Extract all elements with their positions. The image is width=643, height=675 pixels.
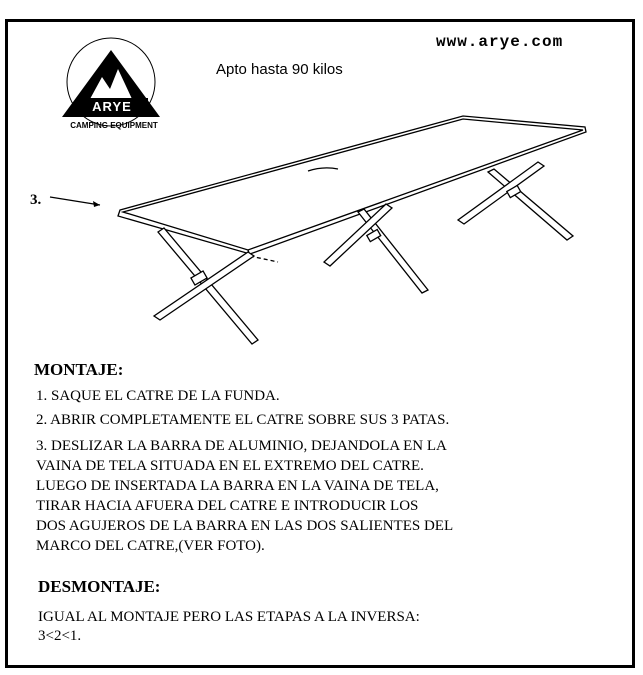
assembly-step-2: 2. ABRIR COMPLETAMENTE EL CATRE SOBRE SUS 3 PATAS. [36, 412, 450, 428]
assembly-step-3-cont: VAINA DE TELA SITUADA EN EL EXTREMO DEL CATRE. [36, 458, 424, 474]
cot-illustration [68, 112, 598, 362]
callout-label: 3. [30, 192, 42, 208]
document-frame [5, 19, 635, 668]
assembly-step-3: 3. DESLIZAR LA BARRA DE ALUMINIO, DEJANDOLA EN LA [36, 438, 447, 454]
assembly-step-3-cont: MARCO DEL CATRE,(VER FOTO). [36, 538, 265, 554]
assembly-step-3-cont: TIRAR HACIA AFUERA DEL CATRE E INTRODUCIR LOS [36, 498, 419, 514]
assembly-step-3-cont: DOS AGUJEROS DE LA BARRA EN LAS DOS SALIENTES DEL [36, 518, 454, 534]
disassembly-heading: DESMONTAJE: [38, 577, 161, 596]
assembly-heading: MONTAJE: [34, 360, 124, 379]
assembly-step-1: 1. SAQUE EL CATRE DE LA FUNDA. [36, 388, 280, 404]
assembly-step-3-cont: LUEGO DE INSERTADA LA BARRA EN LA VAINA DE TELA, [36, 478, 439, 494]
disassembly-order: 3<2<1. [38, 628, 82, 644]
cot-leg-back [458, 162, 573, 240]
logo-tagline: CAMPING EQUIPMENT [70, 121, 158, 130]
logo-name: ARYE [92, 99, 132, 114]
website-link[interactable]: www.arye.com [436, 33, 564, 51]
capacity-note: Apto hasta 90 kilos [216, 61, 343, 78]
disassembly-line: IGUAL AL MONTAJE PERO LAS ETAPAS A LA INVERSA: [38, 609, 420, 625]
